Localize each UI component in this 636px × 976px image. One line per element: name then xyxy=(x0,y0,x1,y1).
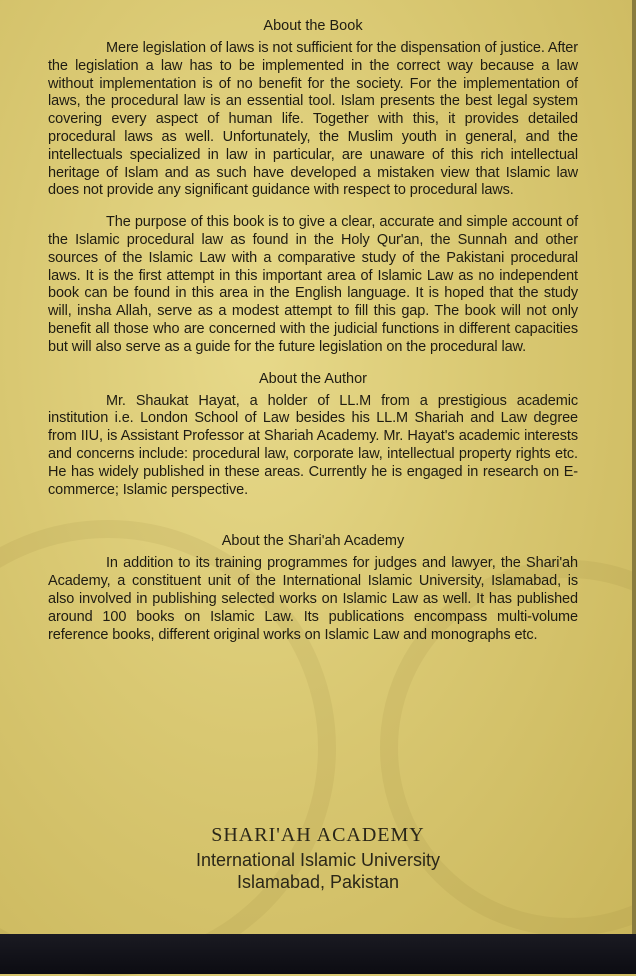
about-author-section xyxy=(48,371,578,500)
publisher-name: SHARI'AH ACADEMY xyxy=(211,824,425,846)
about-book-heading: About the Book xyxy=(263,18,363,34)
about-book-paragraph-1: Mere legislation of laws is not sufficient for the dispensation of justice. After the legislation a law has to be implemented in the correct way because a law without implementation is of no benefit for the society. For the implementation of laws, the procedural law is an essential tool. Islam presents the best legal system covering every aspect of human life. Together with this, it provides detailed procedural laws as well. Unfortunately, the Muslim youth in general, and the intellectuals specialized in law in particular, are unaware of this rich intellectual heritage of Islam and as such have developed a mistaken view that Islamic law does not provide any significant guidance with respect to procedural laws. xyxy=(48,40,578,199)
bottom-dark-band xyxy=(0,934,636,974)
about-academy-section xyxy=(48,533,578,644)
back-cover-text xyxy=(48,18,578,658)
about-book-section xyxy=(48,18,578,357)
page-edge xyxy=(632,0,636,934)
publisher-location: Islamabad, Pakistan xyxy=(236,872,400,892)
about-academy-paragraph: In addition to its training programmes for judges and lawyer, the Shari'ah Academy, a constituent unit of the International Islamic University, Islamabad, is also involved in publishing selected works on Islamic Law as well. It has published around 100 books on Islamic Law. Its publications encompass multi-volume reference books, different original works on Islamic Law and monographs etc. xyxy=(48,555,578,643)
publisher-block xyxy=(0,824,636,893)
about-academy-heading: About the Shari'ah Academy xyxy=(221,533,405,550)
about-author-heading: About the Author xyxy=(258,370,368,387)
about-book-paragraph-2: The purpose of this book is to give a clear, accurate and simple account of the Islamic procedural law as found in the Holy Qur'an, the Sunnah and other sources of the Islamic Law with a comparative study of the Pakistani procedural laws. It is the first attempt in this important area of Islamic Law as no independent book can be found in this area in the English language. It is hoped that the study will, insha Allah, serve as a modest attempt to fill this gap. The book will not only benefit all those who are concerned with the judicial functions in different capacities but will also serve as a guide for the future legislation on the procedural law. xyxy=(48,214,578,355)
publisher-university: International Islamic University xyxy=(195,850,441,870)
about-author-paragraph: Mr. Shaukat Hayat, a holder of LL.M from a prestigious academic institution i.e. London School of Law besides his LL.M Shariah and Law degree from IIU, is Assistant Professor at Shariah Academy. Mr. Hayat's academic interests and concerns include: procedural law, corporate law, intellectual property rights etc. He has widely published in these areas. Currently he is engaged in research on E-commerce; Islamic perspective. xyxy=(48,392,578,498)
